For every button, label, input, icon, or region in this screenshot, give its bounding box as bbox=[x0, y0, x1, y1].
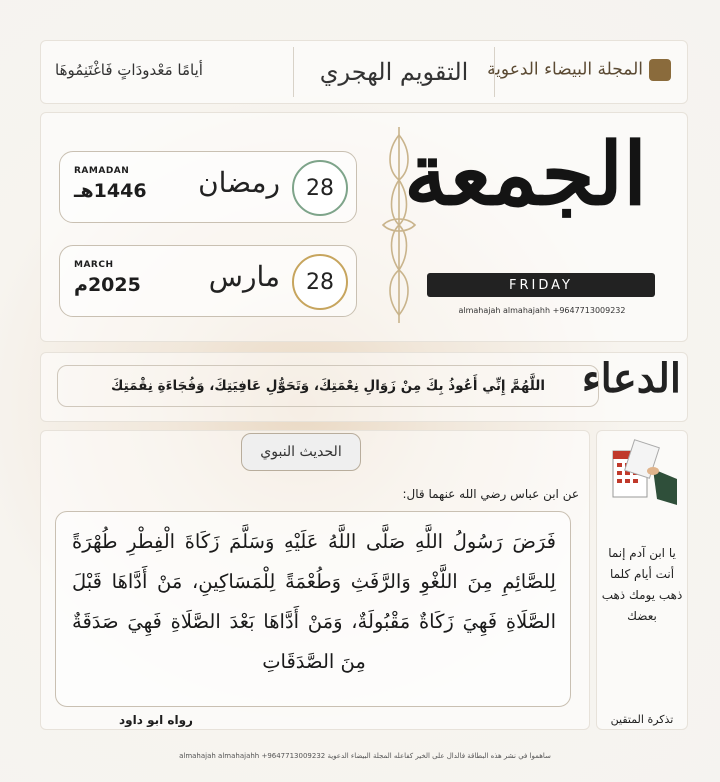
hadith-tag: الحديث النبوي bbox=[241, 433, 361, 471]
gregorian-year: 2025م bbox=[74, 274, 141, 296]
gregorian-month-ar: مارس bbox=[208, 260, 280, 293]
hijri-year: 1446هـ bbox=[74, 180, 147, 202]
hijri-day: 28 bbox=[292, 160, 348, 216]
day-name-ar: الجمعة bbox=[404, 124, 647, 225]
hadith-panel bbox=[40, 430, 590, 730]
calendar-icon bbox=[607, 439, 679, 509]
header-slogan: أيامًا مَعْدودَاتٍ فَاغْتَنِمُوهَا bbox=[55, 61, 203, 79]
hijri-month-en: RAMADAN bbox=[74, 166, 130, 176]
gregorian-date-box bbox=[59, 245, 357, 317]
magazine-logo bbox=[487, 59, 671, 81]
footer-text: ساهموا في نشر هذه البطاقة فالدال على الخير كفاعله المجلة البيضاء الدعوية almahajah almahajahh +9647713009232 bbox=[179, 752, 551, 760]
dua-text: اللَّهُمَّ إِنِّي أَعُوذُ بِكَ مِنْ زَوَالِ نِعْمَتِكَ، وَتَحَوُّلِ عَافِيَتِكَ، وَفُجَاءَةِ نِقْمَتِكَ bbox=[57, 365, 599, 407]
dua-title: الدعاء bbox=[581, 355, 681, 402]
side-caption: تذكرة المتقين bbox=[610, 713, 674, 726]
dua-panel bbox=[40, 352, 688, 422]
header-title: التقويم الهجري bbox=[319, 58, 469, 86]
header-center bbox=[293, 47, 495, 97]
logo-mark-icon bbox=[649, 59, 671, 81]
header bbox=[40, 40, 688, 104]
date-panel bbox=[40, 112, 688, 342]
day-name-en: FRIDAY bbox=[427, 273, 655, 297]
side-quote: يا ابن آدم إنما أنت أيام كلما ذهب يومك ذهب بعضك bbox=[601, 546, 683, 623]
side-panel bbox=[596, 430, 688, 730]
hijri-date-box bbox=[59, 151, 357, 223]
hadith-narrator: عن ابن عباس رضي الله عنهما قال: bbox=[402, 487, 579, 501]
gregorian-month-en: MARCH bbox=[74, 260, 114, 270]
hadith-text: فَرَضَ رَسُولُ اللَّهِ صَلَّى اللَّهُ عَلَيْهِ وَسَلَّمَ زَكَاةَ الْفِطْرِ طُهْرَةً لِلصَّائِمِ مِنَ اللَّغْوِ وَالرَّفَثِ وَطُعْمَةً لِلْمَسَاكِينِ، مَنْ أَدَّاهَا قَبْلَ الصَّلَاةِ فَهِيَ زَكَاةٌ مَقْبُولَةٌ، وَمَنْ أَدَّاهَا بَعْدَ الصَّلَاةِ فَهِيَ صَدَقَةٌ مِنَ الصَّدَقَاتِ bbox=[72, 530, 556, 673]
hadith-source: رواه ابو داود bbox=[119, 713, 193, 727]
gregorian-day: 28 bbox=[292, 254, 348, 310]
hijri-month-ar: رمضان bbox=[198, 166, 280, 199]
logo-text: المجلة البيضاء الدعوية bbox=[487, 59, 643, 80]
hadith-box bbox=[55, 511, 571, 707]
social-handles: almahajah almahajahh +9647713009232 bbox=[458, 306, 626, 315]
